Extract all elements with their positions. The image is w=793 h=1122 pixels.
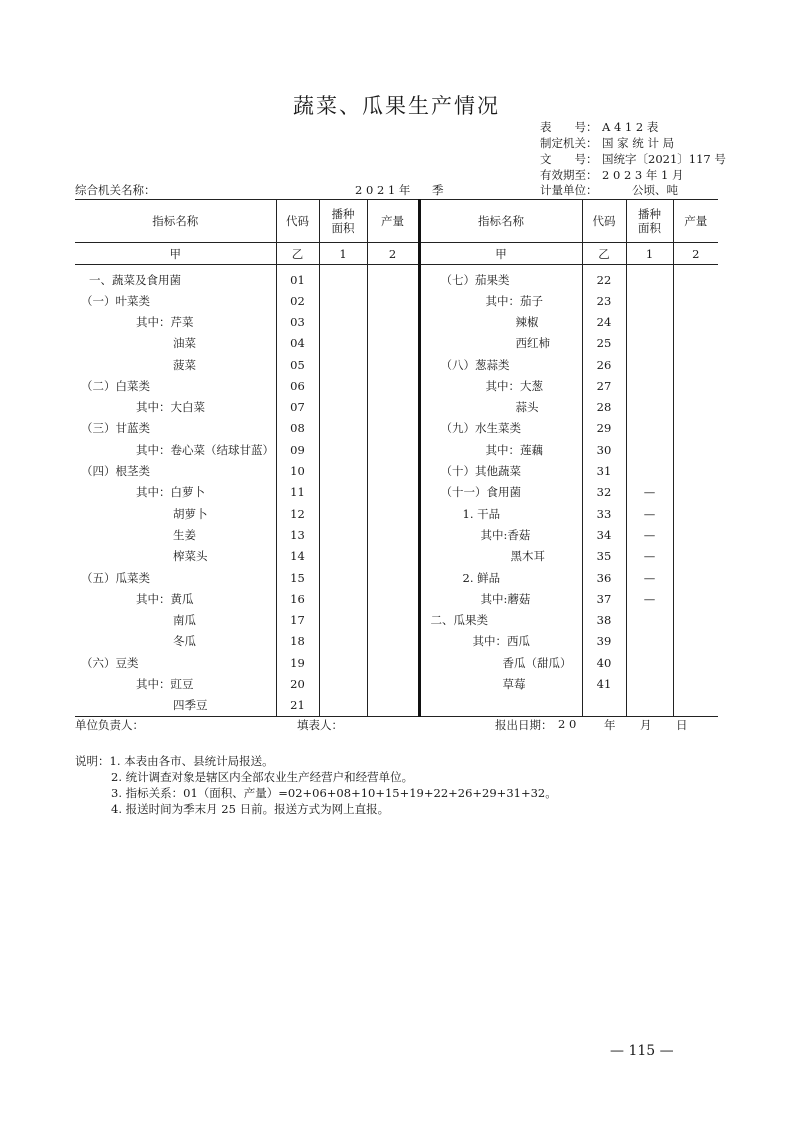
row-output-left [367,567,419,588]
row-area-right: — [626,588,673,609]
row-area-left [319,311,367,332]
row-output-left [367,375,419,396]
row-output-right [673,439,718,460]
row-code-right: 23 [582,290,626,311]
row-code-left: 12 [276,503,319,524]
row-code-left: 03 [276,311,319,332]
row-output-left [367,652,419,673]
row-name-right: 香瓜（甜瓜） [502,655,572,670]
report-date-label: 报出日期： [495,718,553,732]
row-output-right [673,673,718,694]
row-code-right: 35 [582,546,626,567]
document-number [540,151,726,167]
row-area-left [319,546,367,567]
form-number-value: A 4 1 2 表 [602,120,659,134]
valid-until-value: 2 0 2 3 年 1 月 [602,168,684,182]
row-area-left [319,567,367,588]
row-name-left: （六）豆类 [81,655,139,670]
row-output-left [367,418,419,439]
table-row [75,609,718,630]
row-code-right: 40 [582,652,626,673]
table-row [75,652,718,673]
row-area-left [319,588,367,609]
row-output-left [367,265,419,291]
row-area-left [319,439,367,460]
row-output-right [673,396,718,417]
row-code-left: 10 [276,460,319,481]
row-output-right [673,460,718,481]
row-name-right: 其中：西瓜 [472,634,530,649]
col-header-area-bottom: 面积 [331,221,355,235]
row-code-left: 01 [276,265,319,291]
row-output-left [367,609,419,630]
row-name-left: 冬瓜 [173,634,196,649]
row-code-left: 20 [276,673,319,694]
row-area-right [626,354,673,375]
row-area-right [626,311,673,332]
row-area-right [626,265,673,291]
note-item: 4. 报送时间为季末月 25 日前。报送方式为网上直报。 [111,802,390,816]
row-name-left: （二）白菜类 [81,378,150,393]
row-name-left: 其中：卷心菜（结球甘蓝） [136,442,274,457]
row-area-right [626,290,673,311]
row-area-left [319,354,367,375]
row-code-right: 24 [582,311,626,332]
row-name-left: 其中：大白菜 [136,400,205,415]
row-code-left: 21 [276,695,319,717]
row-code-right: 37 [582,588,626,609]
row-output-left [367,460,419,481]
row-area-right [626,609,673,630]
row-area-right [626,396,673,417]
row-code-left: 05 [276,354,319,375]
table-row [75,673,718,694]
row-name-right: （十）其他蔬菜 [440,464,521,479]
form-number-label: 表 号： [540,120,598,134]
report-year: 2 0 2 1 年 [355,183,411,197]
row-area-right [626,631,673,652]
table-row [75,631,718,652]
row-area-left [319,652,367,673]
row-name-right: （七）茄果类 [440,272,510,287]
report-season: 季 [432,183,444,197]
row-output-left [367,482,419,503]
row-code-left: 02 [276,290,319,311]
org-name-label: 综合机关名称： [75,183,156,197]
report-date-century: 2 0 [558,717,577,731]
row-name-right: 其中：莲藕 [485,442,543,457]
row-code-left: 08 [276,418,319,439]
row-name-right: 其中：大葱 [485,378,543,393]
row-code-left: 07 [276,396,319,417]
row-output-left [367,546,419,567]
col-header-output-right: 产量 [673,200,718,243]
sub-header-code: 乙 [276,243,319,265]
col-header-area-bottom-right: 面积 [638,221,661,235]
row-name-left: 胡萝卜 [173,506,208,521]
row-output-right [673,418,718,439]
row-name-left: （一）叶菜类 [81,293,150,308]
row-code-right: 27 [582,375,626,396]
table-row [75,460,718,481]
row-output-right [673,354,718,375]
row-code-right: 38 [582,609,626,630]
row-area-right: — [626,482,673,503]
row-code-right: 33 [582,503,626,524]
row-name-right: 二、瓜果类 [430,613,488,628]
row-name-right: 草莓 [502,676,526,691]
row-area-left [319,375,367,396]
row-name-right: 西红柿 [515,336,550,351]
table-row [75,482,718,503]
row-name-right: 蒜头 [515,400,539,415]
row-name-left: 油菜 [173,336,196,351]
note-item: 3. 指标关系：01（面积、产量）=02+06+08+10+15+19+22+26+29+31+32。 [111,786,557,800]
row-code-right: 25 [582,333,626,354]
col-header-code: 代码 [276,200,319,243]
row-code-right: 36 [582,567,626,588]
row-name-left: 四季豆 [75,695,276,717]
row-area-right [626,439,673,460]
row-output-right [673,265,718,291]
row-output-left [367,333,419,354]
row-code-right: 29 [582,418,626,439]
row-area-left [319,418,367,439]
row-output-right [673,290,718,311]
row-output-left [367,673,419,694]
row-area-right [626,695,673,717]
table-row [75,503,718,524]
sub-header-name: 甲 [75,243,276,265]
row-area-right: — [626,503,673,524]
table-row [75,588,718,609]
row-area-left [319,460,367,481]
row-area-right [626,673,673,694]
row-area-right [626,375,673,396]
report-date-month: 月 [640,718,652,732]
row-code-left: 15 [276,567,319,588]
page-number: — 115 — [610,1043,674,1059]
row-name-right: 其中:蘑菇 [480,591,531,606]
report-date-day: 日 [676,718,688,732]
row-code-left: 16 [276,588,319,609]
row-area-right: — [626,546,673,567]
table-row [75,418,718,439]
row-name-right: （十一）食用菌 [440,485,521,500]
document-number-value: 国统字〔2021〕117 号 [602,152,726,166]
row-code-right: 26 [582,354,626,375]
row-name-left: 榨菜头 [173,549,208,564]
row-code-right: 32 [582,482,626,503]
sub-header-code-right: 乙 [582,243,626,265]
row-name-left: （五）瓜菜类 [81,570,150,585]
row-area-left [319,396,367,417]
row-output-left [367,631,419,652]
sub-header-output-right: 2 [673,243,718,265]
row-name-right: （八）葱蒜类 [440,357,510,372]
row-name-right: （九）水生菜类 [440,421,521,436]
row-output-left [367,439,419,460]
row-area-right: — [626,567,673,588]
form-number [540,119,658,135]
row-output-right [673,375,718,396]
row-output-right [673,333,718,354]
col-header-area-right [626,200,673,243]
row-area-left [319,482,367,503]
issuing-authority-value: 国 家 统 计 局 [602,136,675,150]
row-code-left: 06 [276,375,319,396]
table-row [75,311,718,332]
row-output-left [367,588,419,609]
row-output-left [367,695,419,717]
row-name-right: 辣椒 [515,314,539,329]
row-area-right [626,333,673,354]
row-code-left: 19 [276,652,319,673]
row-name-left: 其中：黄瓜 [136,591,194,606]
row-code-left: 09 [276,439,319,460]
production-table [75,199,718,717]
row-output-right [673,311,718,332]
row-area-left [319,503,367,524]
row-name-left: 生姜 [173,527,196,542]
row-output-right [673,588,718,609]
table-row [75,290,718,311]
filler-label: 填表人： [297,718,343,732]
row-code-right [582,695,626,717]
row-name-right: 1. 干品 [462,506,501,521]
row-name-left: 其中：芹菜 [136,314,194,329]
table-body [75,265,718,717]
row-output-right [673,609,718,630]
row-output-right [673,695,718,717]
valid-until-label: 有效期至： [540,168,598,182]
col-header-output: 产量 [367,200,419,243]
row-code-left: 11 [276,482,319,503]
row-output-left [367,524,419,545]
row-code-left: 13 [276,524,319,545]
row-name-left: （四）根茎类 [81,464,150,479]
row-code-right: 28 [582,396,626,417]
issuing-authority [540,135,674,151]
unit-value: 公顷、吨 [632,183,678,197]
sub-header-name-right: 甲 [419,243,582,265]
table-row [75,354,718,375]
row-area-right: — [626,524,673,545]
row-code-right: 30 [582,439,626,460]
row-code-right: 39 [582,631,626,652]
col-header-name-right: 指标名称 [419,200,582,243]
unit-label: 计量单位： [540,183,598,197]
row-output-right [673,482,718,503]
table-row [75,695,718,717]
row-code-right: 22 [582,265,626,291]
sub-header-output: 2 [367,243,419,265]
row-name-right: 黑木耳 [510,549,545,564]
row-name-left: 菠菜 [173,357,196,372]
row-output-left [367,311,419,332]
valid-until [540,167,684,183]
row-output-right [673,567,718,588]
col-header-area [319,200,367,243]
row-name-left: 一、蔬菜及食用菌 [89,272,181,287]
row-area-left [319,290,367,311]
col-header-name: 指标名称 [75,200,276,243]
row-output-left [367,290,419,311]
row-name-left: 其中：豇豆 [136,676,194,691]
row-name-right: 2. 鲜品 [462,570,501,585]
row-area-left [319,609,367,630]
col-header-code-right: 代码 [582,200,626,243]
row-output-left [367,354,419,375]
row-area-right [626,652,673,673]
row-area-left [319,265,367,291]
note-text: 1. 本表由各市、县统计局报送。 [109,754,274,768]
row-name-left: 其中：白萝卜 [136,485,205,500]
row-area-right [626,460,673,481]
row-output-right [673,503,718,524]
unit-head-label: 单位负责人： [75,718,144,732]
table-row [75,546,718,567]
row-area-left [319,333,367,354]
table-row [75,524,718,545]
row-name-right: 其中:香菇 [480,527,531,542]
row-output-right [673,546,718,567]
row-output-left [367,396,419,417]
report-date-year: 年 [604,718,616,732]
row-code-left: 04 [276,333,319,354]
page-title: 蔬菜、瓜果生产情况 [293,94,500,118]
row-area-left [319,695,367,717]
col-header-area-top-right: 播种 [638,207,661,221]
row-area-left [319,631,367,652]
sub-header-area: 1 [319,243,367,265]
table-row [75,439,718,460]
document-number-label: 文 号： [540,152,598,166]
notes-label: 说明： [75,754,110,768]
row-output-right [673,652,718,673]
row-output-right [673,631,718,652]
row-code-right: 41 [582,673,626,694]
issuing-authority-label: 制定机关： [540,136,598,150]
table-row [75,396,718,417]
row-code-left: 17 [276,609,319,630]
table-row [75,333,718,354]
row-area-right [626,418,673,439]
row-name-right [419,695,582,717]
row-code-right: 34 [582,524,626,545]
row-name-left: （三）甘蓝类 [81,421,150,436]
row-area-left [319,524,367,545]
col-header-area-top: 播种 [331,207,355,221]
note-item: 2. 统计调查对象是辖区内全部农业生产经营户和经营单位。 [111,770,414,784]
row-output-right [673,524,718,545]
row-name-right: 其中：茄子 [485,293,543,308]
row-name-left: 南瓜 [173,613,196,628]
table-row [75,567,718,588]
row-output-left [367,503,419,524]
row-area-left [319,673,367,694]
table-row [75,265,718,291]
table-row [75,375,718,396]
row-code-right: 31 [582,460,626,481]
note-item [75,753,557,769]
table-subheader-row [75,243,718,265]
row-code-left: 18 [276,631,319,652]
row-code-left: 14 [276,546,319,567]
notes [75,753,557,817]
sub-header-area-right: 1 [626,243,673,265]
table-header-row [75,200,718,243]
